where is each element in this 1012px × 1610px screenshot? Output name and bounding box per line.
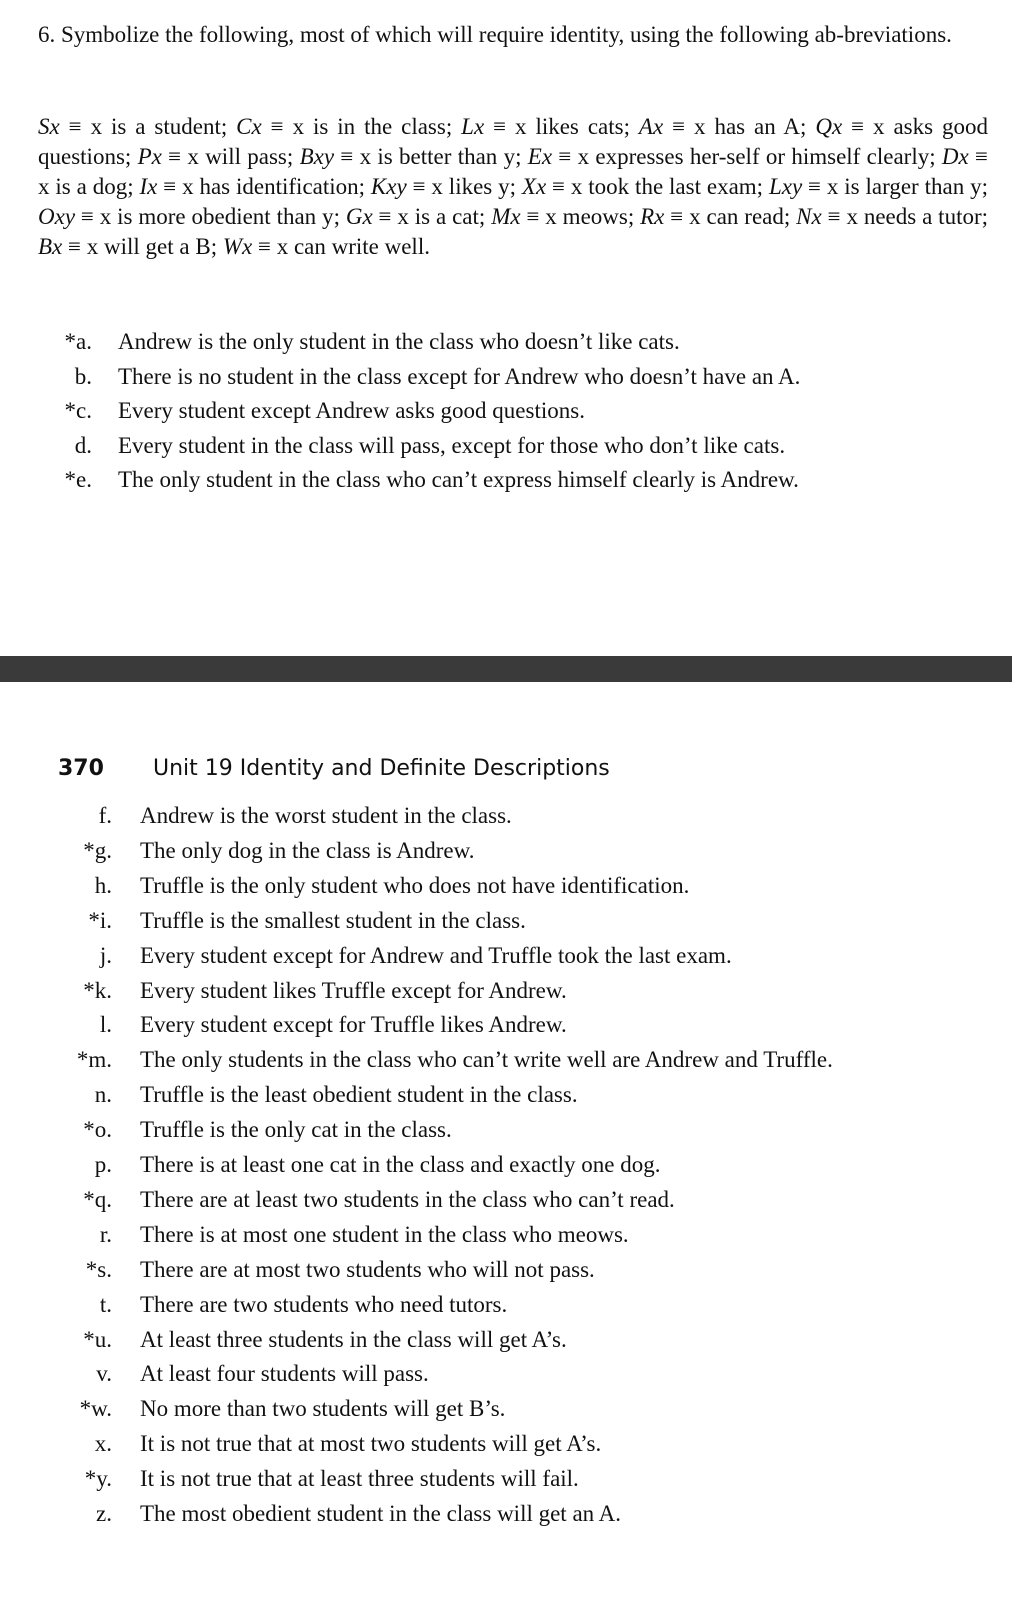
question-title: 6. Symbolize the following, most of which will require identity, using the following ab-breviations. bbox=[38, 22, 952, 47]
abbreviation-symbol: Wx bbox=[222, 234, 253, 259]
exercise-label: *w. bbox=[79, 1396, 112, 1422]
abbreviation-symbol: Kxy bbox=[370, 174, 407, 199]
abbreviation-entry: Ax ≡ x has an A bbox=[638, 114, 801, 139]
exercise-text: Every student in the class will pass, except for those who don’t like cats. bbox=[118, 432, 786, 458]
exercise-label: p. bbox=[94, 1152, 112, 1177]
exercise-item bbox=[0, 1288, 1012, 1322]
exercise-text: There is at least one cat in the class and exactly one dog. bbox=[140, 1152, 661, 1177]
exercise-label: l. bbox=[99, 1012, 112, 1038]
abbreviation-entry: Mx ≡ x meows bbox=[491, 204, 628, 229]
page-number: 370 bbox=[58, 756, 104, 781]
exercise-item bbox=[0, 904, 1012, 938]
abbreviation-entry: Px ≡ x will pass bbox=[137, 144, 287, 169]
exercise-label: *o. bbox=[83, 1117, 112, 1143]
abbreviation-entry: Rx ≡ x can read bbox=[640, 204, 784, 229]
abbreviation-entry: Ix ≡ x has identification bbox=[139, 174, 359, 199]
exercise-label: f. bbox=[98, 803, 112, 828]
abbreviation-definition: x is more obedient than y bbox=[99, 204, 334, 229]
exercise-item bbox=[0, 834, 1012, 868]
abbreviation-definition: x is a cat bbox=[397, 204, 479, 229]
exercise-text: Every student except Andrew asks good questions. bbox=[118, 398, 585, 423]
abbreviation-symbol: Sx bbox=[38, 114, 60, 139]
abbreviation-symbol: Bxy bbox=[299, 144, 335, 169]
exercise-text: There are at most two students who will not pass. bbox=[140, 1256, 595, 1282]
abbreviation-symbol: Ex bbox=[527, 144, 553, 169]
exercise-label: v. bbox=[96, 1361, 112, 1387]
abbreviation-entry: Lxy ≡ x is larger than y bbox=[768, 174, 982, 199]
abbreviation-definition: x expresses her-self or himself clearly bbox=[577, 144, 930, 169]
exercise-label: *g. bbox=[83, 837, 112, 863]
abbreviation-symbol: Ix bbox=[139, 174, 158, 199]
abbreviation-symbol: Rx bbox=[640, 204, 665, 229]
exercise-text: Truffle is the smallest student in the class. bbox=[140, 907, 526, 933]
exercise-text: At least four students will pass. bbox=[140, 1361, 429, 1387]
exercise-item bbox=[0, 1218, 1012, 1252]
exercise-text: There is no student in the class except for Andrew who doesn’t have an A. bbox=[118, 363, 801, 389]
exercise-item bbox=[0, 1427, 1012, 1461]
exercise-label: t. bbox=[99, 1291, 112, 1317]
abbreviation-entry: Bxy ≡ x is better than y bbox=[299, 144, 516, 169]
abbreviation-definition: x needs a tutor bbox=[846, 204, 982, 229]
abbreviation-entry: Nx ≡ x needs a tutor bbox=[796, 204, 982, 229]
exercise-item bbox=[0, 1392, 1012, 1426]
abbreviation-definition: x will get a B bbox=[86, 234, 211, 259]
exercise-label: *y. bbox=[84, 1466, 112, 1492]
abbreviation-definition: x can read bbox=[689, 204, 784, 229]
abbreviation-symbol: Px bbox=[137, 144, 162, 169]
exercise-text: Andrew is the only student in the class who doesn’t like cats. bbox=[118, 329, 680, 354]
abbreviation-entry: Cx ≡ x is in the class bbox=[236, 114, 446, 139]
exercise-label: j. bbox=[99, 942, 112, 968]
exercise-label: *c. bbox=[64, 398, 92, 423]
exercise-item bbox=[0, 1253, 1012, 1287]
page-divider bbox=[0, 656, 1012, 682]
exercise-text: Every student except for Truffle likes Andrew. bbox=[140, 1012, 567, 1038]
exercise-text: The most obedient student in the class will get an A. bbox=[140, 1501, 622, 1526]
exercise-text: Truffle is the only cat in the class. bbox=[140, 1117, 452, 1143]
exercise-item bbox=[0, 1113, 1012, 1147]
abbreviation-definition: x took the last exam bbox=[570, 174, 757, 199]
exercise-label: d. bbox=[74, 432, 92, 458]
exercise-text: Truffle is the least obedient student in the class. bbox=[140, 1082, 578, 1108]
exercise-item bbox=[0, 1183, 1012, 1217]
exercise-item bbox=[0, 1497, 1012, 1531]
exercise-text: There are two students who need tutors. bbox=[140, 1291, 508, 1317]
exercise-label: n. bbox=[94, 1082, 112, 1108]
abbreviation-definition: x meows bbox=[545, 204, 628, 229]
abbreviation-entry: Dx ≡ x is a dog bbox=[38, 144, 988, 199]
exercise-label: *e. bbox=[64, 467, 92, 492]
abbreviation-entry: Xx ≡ x took the last exam bbox=[521, 174, 757, 199]
abbreviation-list: Sx ≡ x is a student; Cx ≡ x is in the class; Lx ≡ x likes cats; Ax ≡ x has an A; Qx ≡ x asks good questions; Px ≡ x will pass; Bxy ≡ x is better than y; Ex ≡ x expresses her-self or himself clearly; Dx ≡ x is a dog; Ix ≡ x has identification; Kxy ≡ x likes y; Xx ≡ x took the last exam; Lxy ≡ x is larger than y; Oxy ≡ x is more obedient than y; Gx ≡ x is a cat; Mx ≡ x meows; Rx ≡ x can read; Nx ≡ x needs a tutor; Bx ≡ x will get a B; Wx ≡ x can write well. bbox=[38, 114, 989, 259]
abbreviation-definition: x will pass bbox=[187, 144, 287, 169]
abbreviation-entry: Oxy ≡ x is more obedient than y bbox=[38, 204, 334, 229]
exercise-text: The only students in the class who can’t write well are Andrew and Truffle. bbox=[140, 1047, 833, 1073]
abbreviation-entry: Kxy ≡ x likes y bbox=[370, 174, 510, 199]
abbreviation-definition: x has identification bbox=[182, 174, 359, 199]
abbreviation-definition: x is a student bbox=[90, 114, 221, 139]
abbreviation-symbol: Bx bbox=[38, 234, 63, 259]
abbreviation-definition: x is better than y bbox=[359, 144, 516, 169]
abbreviation-definition: x asks good questions bbox=[38, 114, 988, 169]
abbreviation-entry: Lx ≡ x likes cats bbox=[461, 114, 624, 139]
exercise-item bbox=[0, 1078, 1012, 1112]
exercise-label: *q. bbox=[83, 1186, 112, 1212]
abbreviation-entry: Gx ≡ x is a cat bbox=[345, 204, 479, 229]
exercise-item bbox=[0, 974, 1012, 1008]
exercise-label: *a. bbox=[64, 329, 92, 354]
abbreviation-entry: Ex ≡ x expresses her-self or himself clearly bbox=[527, 144, 930, 169]
exercise-item bbox=[0, 1148, 1012, 1182]
exercise-item bbox=[0, 1008, 1012, 1042]
exercise-text: It is not true that at least three students will fail. bbox=[140, 1466, 579, 1492]
exercise-item bbox=[0, 939, 1012, 973]
abbreviation-definition: x is in the class bbox=[292, 114, 446, 139]
exercise-item bbox=[0, 1462, 1012, 1496]
exercise-label: *u. bbox=[83, 1326, 112, 1352]
abbreviation-symbol: Nx bbox=[796, 204, 822, 229]
exercise-text: The only dog in the class is Andrew. bbox=[140, 837, 475, 863]
exercise-item bbox=[0, 394, 1012, 428]
exercise-label: b. bbox=[74, 363, 92, 389]
abbreviation-symbol: Lxy bbox=[768, 174, 803, 199]
exercise-text: There is at most one student in the class who meows. bbox=[140, 1221, 629, 1247]
abbreviation-definition: x is larger than y bbox=[826, 174, 982, 199]
exercise-item bbox=[0, 360, 1012, 394]
exercise-label: *i. bbox=[88, 907, 112, 933]
exercise-item bbox=[0, 325, 1012, 359]
exercise-label: *k. bbox=[83, 977, 112, 1003]
abbreviation-symbol: Mx bbox=[491, 204, 521, 229]
exercise-label: *s. bbox=[85, 1256, 112, 1282]
abbreviation-symbol: Gx bbox=[345, 204, 373, 229]
exercise-item bbox=[0, 1323, 1012, 1357]
exercise-text: Every student likes Truffle except for Andrew. bbox=[140, 977, 567, 1003]
abbreviation-symbol: Cx bbox=[236, 114, 262, 139]
exercise-item bbox=[0, 1357, 1012, 1391]
exercise-text: Truffle is the only student who does not have identification. bbox=[140, 872, 690, 898]
abbreviation-symbol: Dx bbox=[941, 144, 969, 169]
abbreviation-symbol: Xx bbox=[521, 174, 547, 199]
exercise-text: Every student except for Andrew and Truffle took the last exam. bbox=[140, 942, 732, 968]
abbreviation-entry: Bx ≡ x will get a B bbox=[38, 234, 211, 259]
abbreviation-symbol: Oxy bbox=[38, 204, 76, 229]
exercise-label: r. bbox=[99, 1221, 112, 1247]
exercise-text: It is not true that at most two students will get A’s. bbox=[140, 1431, 602, 1457]
abbreviation-definition: x likes cats bbox=[515, 114, 624, 139]
abbreviation-entry: Sx ≡ x is a student bbox=[38, 114, 221, 139]
exercise-label: h. bbox=[94, 872, 112, 898]
exercise-text: Andrew is the worst student in the class. bbox=[140, 803, 512, 828]
abbreviation-symbol: Lx bbox=[461, 114, 485, 139]
abbreviation-definition: x has an A bbox=[694, 114, 801, 139]
exercise-label: *m. bbox=[76, 1047, 112, 1073]
running-title: Unit 19 Identity and Definite Descriptions bbox=[153, 756, 610, 781]
abbreviation-symbol: Ax bbox=[638, 114, 664, 139]
abbreviation-entry: Wx ≡ x can write well. bbox=[222, 234, 430, 259]
exercise-item bbox=[0, 429, 1012, 463]
exercise-label: z. bbox=[96, 1501, 112, 1526]
exercise-item bbox=[0, 799, 1012, 833]
abbreviation-symbol: Qx bbox=[815, 114, 843, 139]
exercise-item bbox=[0, 463, 1012, 497]
abbreviation-definition: x is a dog bbox=[38, 174, 128, 199]
exercise-text: The only student in the class who can’t express himself clearly is Andrew. bbox=[118, 467, 799, 492]
exercise-text: No more than two students will get B’s. bbox=[140, 1396, 506, 1422]
exercise-text: At least three students in the class will get A’s. bbox=[140, 1326, 567, 1352]
exercise-text: There are at least two students in the class who can’t read. bbox=[140, 1186, 675, 1212]
exercise-label: x. bbox=[94, 1431, 112, 1457]
abbreviation-definition: x likes y bbox=[431, 174, 510, 199]
exercise-item bbox=[0, 869, 1012, 903]
abbreviation-definition: x can write well. bbox=[276, 234, 430, 259]
abbreviation-entry: Qx ≡ x asks good questions bbox=[38, 114, 988, 169]
exercise-item bbox=[0, 1043, 1012, 1077]
